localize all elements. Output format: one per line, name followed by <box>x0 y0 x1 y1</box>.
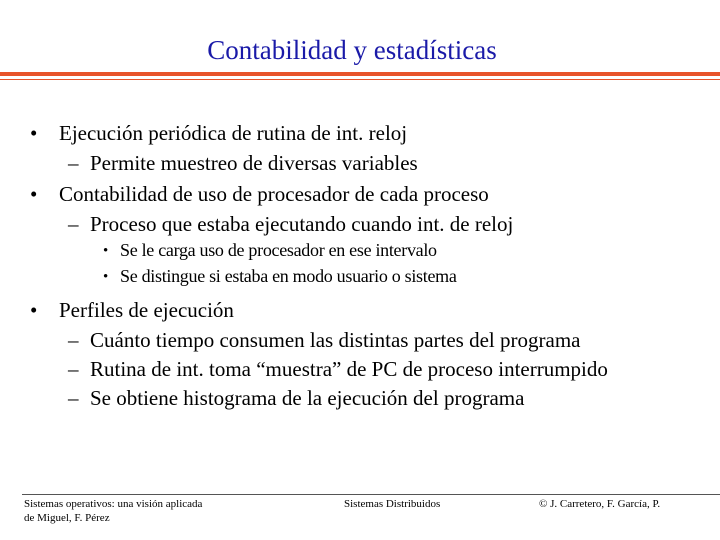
small-bullet-marker: • <box>103 243 108 259</box>
small-bullet-marker: • <box>103 269 108 285</box>
footer-rule <box>22 494 720 495</box>
sub-sub-bullet-item: Se distingue si estaba en modo usuario o sistema <box>120 266 457 286</box>
footer-section: Sistemas Distribuidos <box>344 498 441 510</box>
dash-marker: – <box>68 357 79 381</box>
dash-marker: – <box>68 386 79 410</box>
slide-title: Contabilidad y estadísticas <box>207 35 497 65</box>
sub-bullet-item: Permite muestreo de diversas variables <box>90 151 418 175</box>
footer-book-title: Sistemas operativos: una visión aplicada <box>24 498 203 510</box>
bullet-item: Contabilidad de uso de procesador de cada proceso <box>59 182 489 206</box>
dash-marker: – <box>68 328 79 352</box>
bullet-item: Ejecución periódica de rutina de int. reloj <box>59 121 408 145</box>
sub-bullet-item: Proceso que estaba ejecutando cuando int. de reloj <box>90 212 514 236</box>
footer-copyright: © J. Carretero, F. García, P. <box>539 498 661 510</box>
dash-marker: – <box>68 212 79 236</box>
bullet-marker: • <box>30 121 38 145</box>
sub-bullet-item: Se obtiene histograma de la ejecución del programa <box>90 386 525 410</box>
bullet-item: Perfiles de ejecución <box>59 298 234 322</box>
sub-bullet-item: Rutina de int. toma “muestra” de PC de proceso interrumpido <box>90 357 608 381</box>
dash-marker: – <box>68 151 79 175</box>
bullet-marker: • <box>30 182 38 206</box>
sub-bullet-item: Cuánto tiempo consumen las distintas partes del programa <box>90 328 581 352</box>
footer-authors: de Miguel, F. Pérez <box>24 512 110 524</box>
sub-sub-bullet-item: Se le carga uso de procesador en ese intervalo <box>120 240 437 260</box>
bullet-marker: • <box>30 298 38 322</box>
